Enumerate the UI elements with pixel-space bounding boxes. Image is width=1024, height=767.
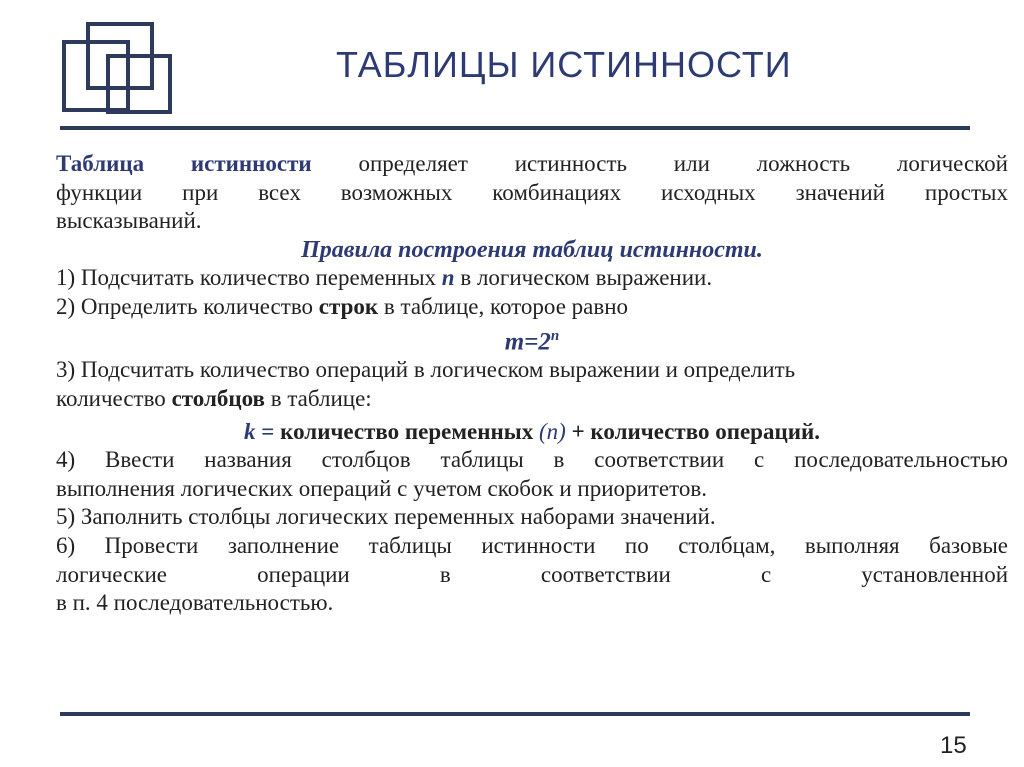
rule-1-text-b: в логическом выражении. [454, 265, 713, 291]
term-truth-table: Таблица истинности [56, 151, 312, 176]
logo-square-3 [108, 56, 170, 112]
intro-line-1 [56, 150, 1008, 179]
rule-1-text-a: 1) Подсчитать количество переменных [56, 265, 442, 291]
formula-m-base: m=2 [504, 327, 551, 355]
top-divider [60, 126, 970, 130]
rule-3-line-1: 3) Подсчитать количество операций в логическом выражении и определить [56, 357, 796, 383]
page-title: ТАБЛИЦЫ ИСТИННОСТИ [336, 44, 792, 85]
rule-4-line-1: 4) Ввести названия столбцов таблицы в соответствии с последовательностью [56, 447, 1008, 473]
rule-3-text-a: количество [56, 386, 172, 412]
rule-2 [56, 293, 1008, 322]
logo-squares [62, 22, 174, 114]
rule-6-line-3: в п. 4 последовательностью. [56, 590, 334, 616]
rule-4-line-2: выполнения логических операций с учетом скобок и приоритетов. [56, 475, 707, 501]
rule-5: 5) Заполнить столбцы логических переменных наборами значений. [56, 504, 716, 530]
slide-content [56, 150, 1008, 618]
rule-3-bold: столбцов [171, 386, 265, 412]
formula-k [56, 418, 1008, 447]
rules-heading: Правила построения таблиц истинности. [301, 236, 763, 263]
bottom-divider [60, 712, 970, 716]
logo-square-1 [64, 42, 128, 110]
formula-m-exponent: n [550, 327, 560, 344]
variable-n: n [441, 265, 455, 291]
formula-k-eq: = [255, 418, 281, 444]
formula-k-part-1: количество переменных [280, 418, 539, 444]
formula-k-part-2: количество операций. [590, 418, 820, 444]
intro-line-2: функции при всех возможных комбинациях исходных значений простых [56, 179, 1008, 205]
rule-6-line-1: 6) Провести заполнение таблицы истинности по столбцам, выполняя базовые [56, 533, 1008, 559]
formula-k-n: (n) [538, 418, 566, 444]
rule-6-line-2: логические операции в соответствии с установленной [56, 561, 1008, 587]
formula-k-var: k [244, 418, 256, 444]
page-number: 15 [940, 732, 967, 759]
formula-k-plus: + [565, 418, 591, 444]
rule-2-bold: строк [318, 293, 379, 319]
intro-line-1-text: определяет истинность или ложность логической [311, 151, 1008, 176]
rule-2-text-b: в таблице, которое равно [378, 293, 629, 319]
formula-m [56, 322, 1008, 357]
rule-1 [56, 264, 1008, 293]
rule-3-text-b: в таблице: [264, 386, 372, 412]
rule-2-text-a: 2) Определить количество [56, 293, 319, 319]
intro-line-3: высказываний. [56, 208, 202, 234]
rule-3-line-2 [56, 385, 1008, 414]
